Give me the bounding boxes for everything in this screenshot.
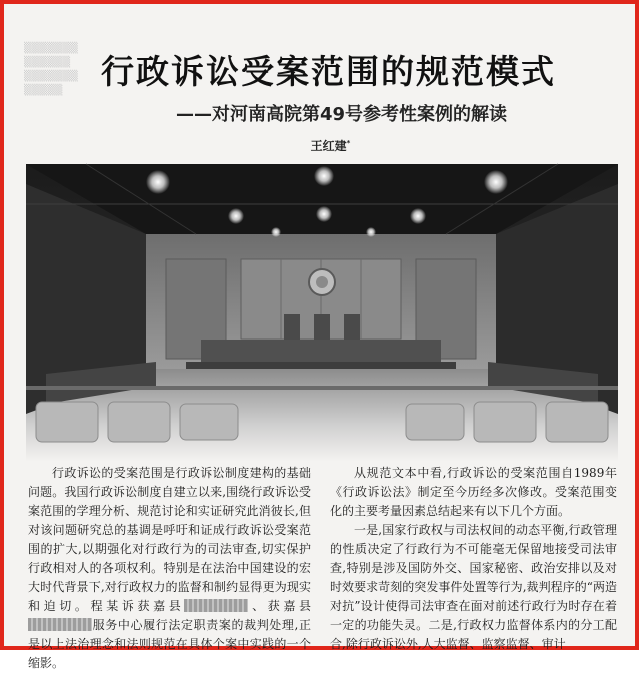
courtroom-photo [26,164,618,462]
left-paragraph-1-text: 行政诉讼的受案范围是行政诉讼制度建构的基础问题。我国行政诉讼制度自建立以来,围绕行政诉讼受案范围的学理分析、规范讨论和实证研究此消彼长,但对该问题研究总的基调是呼吁和证成行政诉讼受案范围的扩大,以期强化对行政行为的司法审查,切实保护行政相对人的各项权利。特别是在法治中国建设的宏大时代背景下,对行政权力的监督和制约显得更为现实和迫切。程某诉获嘉县 [28,466,311,613]
article-title: 行政诉讼受案范围的规范模式 [101,52,556,91]
right-paragraph-2: 一是,国家行政权与司法权间的动态平衡,行政管理的性质决定了行政行为不可能毫无保留地接受司法审查,特别是涉及国防外交、国家秘密、政治安排以及对时效要求苛刻的突发事件处置等行为,裁判程序的“两造对抗”设计使得司法审查在面对前述行政行为时存在着一定的功能失灵。二是,行政权力监督体系内的分工配合,除行政诉讼外,人大监督、监察监督、审计 [330,523,617,651]
author-footnote-mark: * [346,139,351,147]
left-paragraph-1-end: 服务中心履行法定职责案的裁判处理,正是以上法治理念和法则规范在具体个案中实践的一个缩影。 [28,618,311,670]
left-paragraph-1 [28,464,311,673]
article-subtitle: ——对河南高院第49号参考性案例的解读 [175,104,508,125]
redaction-block [184,599,248,612]
author-name: 王红建 [310,139,347,153]
left-column [28,464,311,673]
redaction-block [28,618,92,631]
right-column [330,464,617,654]
left-paragraph-1-mid: 、获嘉县 [248,599,311,613]
right-paragraph-1: 从规范文本中看,行政诉讼的受案范围自1989年《行政诉讼法》制定至今历经多次修改。受案范围变化的主要考量因素总结起来有以下几个方面。 [330,466,617,518]
article-author [4,137,635,154]
bleed-through-text: ▒▒▒▒▒▒▒ ▒▒▒▒▒▒ ▒▒▒▒▒▒▒ ▒▒▒▒▒ [24,43,78,96]
